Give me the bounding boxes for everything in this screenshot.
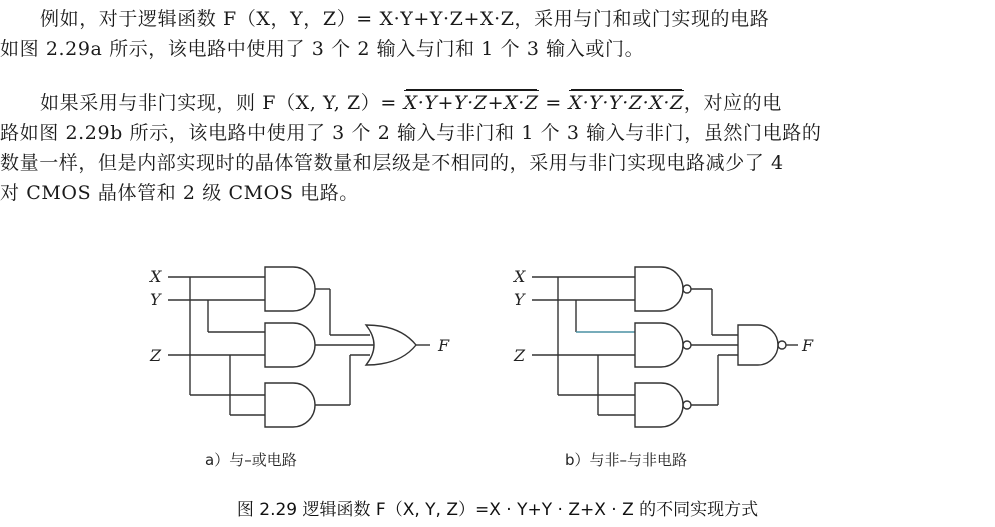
and-or-circuit (168, 267, 430, 427)
nand-gate-2 (635, 323, 683, 367)
figure-2-29 (0, 255, 995, 527)
p2-expr-double-overline: X·Y+Y·Z+X·Z (403, 92, 539, 114)
and-gate-2 (265, 323, 315, 367)
paragraph-1 (0, 4, 980, 64)
paragraph-1-line-1: 例如，对于逻辑函数 F（X，Y，Z）= X·Y+Y·Z+X·Z，采用与门和或门实现的电路 (40, 8, 770, 30)
nand-gate-3 (635, 383, 683, 427)
left-input-y: Y (150, 290, 161, 309)
paragraph-2-line-4: 对 CMOS 晶体管和 2 级 CMOS 电路。 (0, 182, 359, 204)
paragraph-2 (0, 88, 980, 208)
paragraph-1-line-2: 如图 2.29a 所示，该电路中使用了 3 个 2 输入与门和 1 个 3 输入或门。 (0, 38, 645, 60)
caption-a: a）与–或电路 (205, 451, 297, 469)
caption-b: b）与非–与非电路 (565, 451, 688, 469)
circuit-diagrams (0, 255, 995, 495)
left-input-z: Z (150, 346, 162, 365)
p2-line1-prefix: 如果采用与非门实现，则 F（X, Y, Z）= (40, 92, 404, 114)
paragraph-2-line-3: 数量一样，但是内部实现时的晶体管数量和层级是不相同的，采用与非门实现电路减少了 4 (0, 152, 784, 174)
nand-nand-circuit (532, 267, 798, 427)
right-input-x: X (514, 267, 526, 286)
left-input-x: X (150, 267, 162, 286)
nand-gate-1 (635, 267, 683, 311)
and-gate-1 (265, 267, 315, 311)
p2-eq: = (538, 92, 569, 114)
p2-line1-suffix: ，对应的电 (683, 92, 782, 114)
right-input-y: Y (514, 290, 525, 309)
right-input-z: Z (514, 346, 526, 365)
paragraph-2-line-2: 路如图 2.29b 所示，该电路中使用了 3 个 2 输入与非门和 1 个 3 输入与非门，虽然门电路的 (0, 122, 822, 144)
figure-caption: 图 2.29 逻辑函数 F（X, Y, Z）=X · Y+Y · Z+X · Z 的不同实现方式 (236, 500, 759, 520)
nand-gate-3in (738, 325, 778, 365)
right-output-f: F (802, 336, 814, 355)
left-output-f: F (438, 336, 450, 355)
paragraph-2-line-1 (0, 88, 980, 118)
and-gate-3 (265, 383, 315, 427)
or-gate (366, 325, 416, 365)
p2-expr-nand-form: X·Y·Y·Z·X·Z (568, 92, 684, 114)
